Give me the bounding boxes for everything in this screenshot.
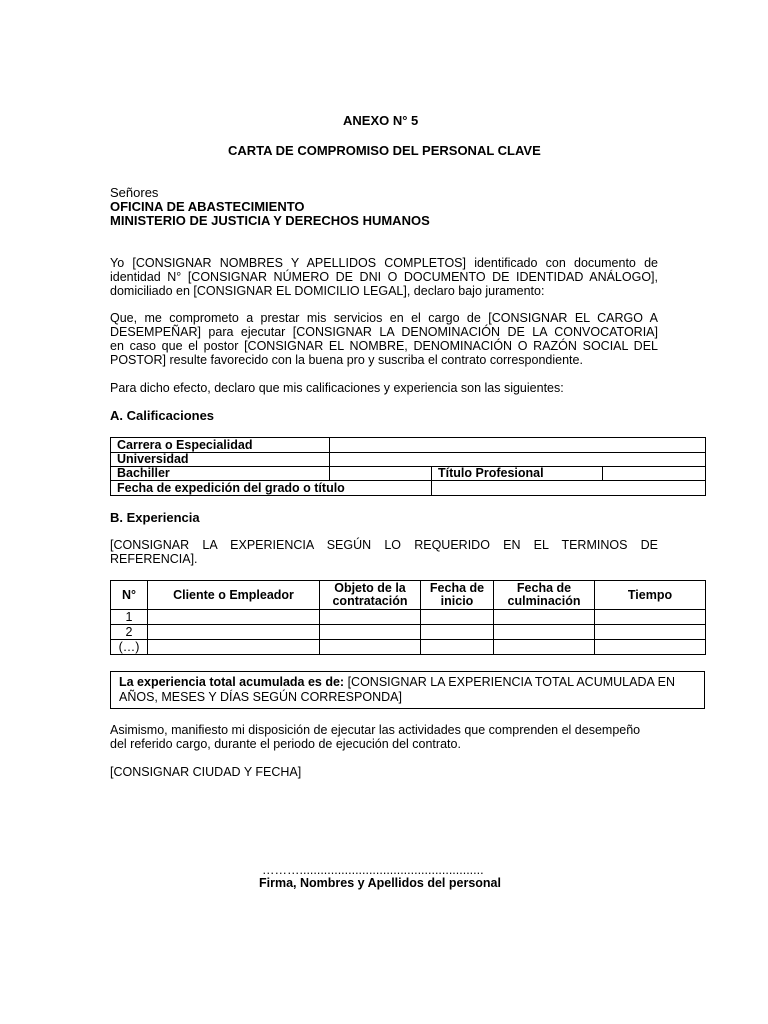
col-header-start-line: Fecha de bbox=[429, 581, 485, 595]
issue-date-label: Fecha de expedición del grado o título bbox=[111, 481, 432, 496]
professional-title-label: Título Profesional bbox=[432, 467, 603, 481]
university-label: Universidad bbox=[111, 453, 330, 467]
paragraph-commitment-line: en caso que el postor [CONSIGNAR EL NOMBRE, DENOMINACIÓN O RAZÓN SOCIAL DEL bbox=[110, 339, 658, 353]
col-header-time: Tiempo bbox=[595, 581, 706, 610]
annex-title: ANEXO N° 5 bbox=[343, 113, 419, 128]
total-experience-label: La experiencia total acumulada es de: bbox=[119, 675, 345, 689]
total-experience-line bbox=[119, 675, 675, 689]
experience-instruction-line: REFERENCIA]. bbox=[110, 552, 198, 566]
document-subtitle: CARTA DE COMPROMISO DEL PERSONAL CLAVE bbox=[228, 143, 541, 158]
col-header-client: Cliente o Empleador bbox=[148, 581, 320, 610]
table-row bbox=[111, 640, 706, 655]
section-b-heading: B. Experiencia bbox=[110, 510, 200, 525]
professional-title-value-cell bbox=[603, 467, 706, 481]
col-header-end-line: Fecha de bbox=[516, 581, 572, 595]
addressee-office: OFICINA DE ABASTECIMIENTO bbox=[110, 199, 305, 214]
city-date-placeholder: [CONSIGNAR CIUDAD Y FECHA] bbox=[110, 765, 302, 779]
section-a-heading: A. Calificaciones bbox=[110, 408, 215, 423]
bachelor-label: Bachiller bbox=[111, 467, 330, 481]
closing-paragraph-line: del referido cargo, durante el periodo de ejecución del contrato. bbox=[110, 737, 461, 751]
signature-label: Firma, Nombres y Apellidos del personal bbox=[259, 876, 501, 890]
bachelor-value-cell bbox=[330, 467, 432, 481]
col-header-object-line: contratación bbox=[332, 594, 408, 608]
paragraph-qualifications-intro: Para dicho efecto, declaro que mis calificaciones y experiencia son las siguientes: bbox=[110, 381, 564, 395]
signature-line: ………..................................................... bbox=[262, 863, 484, 877]
total-experience-box bbox=[110, 671, 705, 709]
col-header-start-date bbox=[421, 581, 494, 610]
paragraph-commitment-line: DESEMPEÑAR] para ejecutar [CONSIGNAR LA DENOMINACIÓN DE LA CONVOCATORIA] bbox=[110, 325, 658, 339]
row-number: (…) bbox=[111, 640, 148, 655]
career-value-cell bbox=[330, 438, 706, 453]
addressee-ministry: MINISTERIO DE JUSTICIA Y DERECHOS HUMANOS bbox=[110, 213, 430, 228]
qualifications-table bbox=[110, 437, 706, 496]
col-header-end-line: culminación bbox=[507, 594, 581, 608]
career-label: Carrera o Especialidad bbox=[111, 438, 330, 453]
row-number: 2 bbox=[111, 625, 148, 640]
experience-table bbox=[110, 580, 706, 655]
experience-instruction-line: [CONSIGNAR LA EXPERIENCIA SEGÚN LO REQUERIDO EN EL TERMINOS DE bbox=[110, 538, 658, 552]
paragraph-commitment-line: POSTOR] resulte favorecido con la buena pro y suscriba el contrato correspondiente. bbox=[110, 353, 583, 367]
col-header-end-date bbox=[494, 581, 595, 610]
paragraph-identity-line: Yo [CONSIGNAR NOMBRES Y APELLIDOS COMPLETOS] identificado con documento de bbox=[110, 256, 658, 270]
university-value-cell bbox=[330, 453, 706, 467]
col-header-object-line: Objeto de la bbox=[334, 581, 406, 595]
col-header-number: N° bbox=[111, 581, 148, 610]
table-row bbox=[111, 625, 706, 640]
col-header-object bbox=[320, 581, 421, 610]
closing-paragraph-line: Asimismo, manifiesto mi disposición de ejecutar las actividades que comprenden el desempeño bbox=[110, 723, 641, 737]
paragraph-identity-line: domiciliado en [CONSIGNAR EL DOMICILIO LEGAL], declaro bajo juramento: bbox=[110, 284, 545, 298]
col-header-start-line: inicio bbox=[440, 594, 474, 608]
table-row bbox=[111, 610, 706, 625]
addressee-salutation: Señores bbox=[110, 185, 159, 200]
row-number: 1 bbox=[111, 610, 148, 625]
total-experience-value-line2: AÑOS, MESES Y DÍAS SEGÚN CORRESPONDA] bbox=[119, 690, 402, 704]
paragraph-commitment-line: Que, me comprometo a prestar mis servicios en el cargo de [CONSIGNAR EL CARGO A bbox=[110, 311, 658, 325]
total-experience-value: [CONSIGNAR LA EXPERIENCIA TOTAL ACUMULADA EN bbox=[344, 675, 675, 689]
paragraph-identity-line: identidad N° [CONSIGNAR NÚMERO DE DNI O DOCUMENTO DE IDENTIDAD ANÁLOGO], bbox=[110, 270, 658, 284]
issue-date-value-cell bbox=[432, 481, 706, 496]
